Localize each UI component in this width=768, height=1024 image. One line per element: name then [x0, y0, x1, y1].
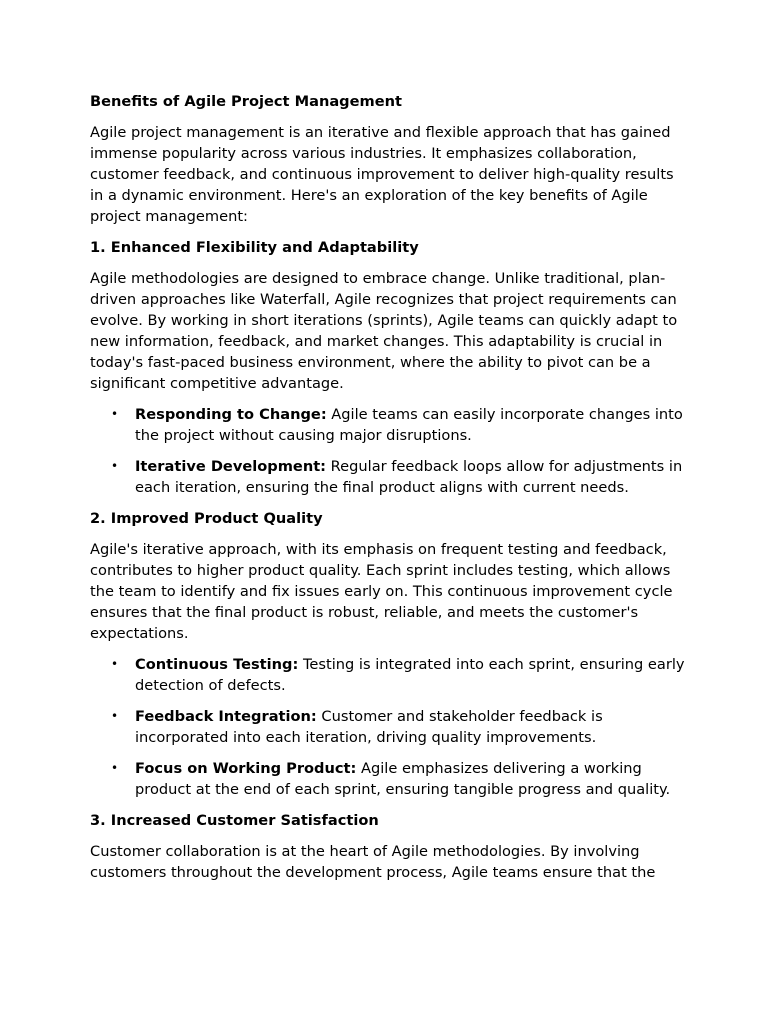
bullet-text: Agile emphasizes delivering a working product at the end of each sprint, ensuring tangible progress and quality. [135, 760, 671, 798]
bullet-text: Regular feedback loops allow for adjustments in each iteration, ensuring the final product aligns with current needs. [135, 458, 683, 496]
list-item [90, 404, 690, 446]
bullet-text: Agile teams can easily incorporate changes into the project without causing major disruptions. [135, 406, 683, 444]
document-title: Benefits of Agile Project Management [90, 93, 402, 110]
bullet-term: Responding to Change: [135, 406, 327, 423]
bullet-term: Feedback Integration: [135, 708, 317, 725]
bullet-list-flexibility [90, 404, 690, 498]
list-item [90, 706, 690, 748]
document-page [90, 91, 690, 893]
bullet-term: Iterative Development: [135, 458, 327, 475]
bullet-text: Testing is integrated into each sprint, ensuring early detection of defects. [135, 656, 685, 694]
section-heading-quality: 2. Improved Product Quality [90, 510, 323, 527]
bullet-list-quality [90, 654, 690, 800]
bullet-term: Focus on Working Product: [135, 760, 357, 777]
list-item [90, 456, 690, 498]
intro-paragraph: Agile project management is an iterative and flexible approach that has gained immense popularity across various industries. It emphasizes collaboration, customer feedback, and continuous improvement to deliver high-quality results in a dynamic environment. Here's an exploration of the key benefits of Agile project management: [90, 124, 674, 225]
section-body-flexibility: Agile methodologies are designed to embrace change. Unlike traditional, plan-driven approaches like Waterfall, Agile recognizes that project requirements can evolve. By working in short iterations (sprints), Agile teams can quickly adapt to new information, feedback, and market changes. This adaptability is crucial in today's fast-paced business environment, where the ability to pivot can be a significant competitive advantage. [90, 270, 678, 392]
bullet-term: Continuous Testing: [135, 656, 299, 673]
list-item [90, 654, 690, 696]
bullet-text: Customer and stakeholder feedback is incorporated into each iteration, driving quality improvements. [135, 708, 603, 746]
section-heading-flexibility: 1. Enhanced Flexibility and Adaptability [90, 239, 419, 256]
list-item [90, 758, 690, 800]
section-body-satisfaction: Customer collaboration is at the heart of Agile methodologies. By involving customers throughout the development process, Agile teams ensure that the [90, 843, 656, 881]
section-body-quality: Agile's iterative approach, with its emphasis on frequent testing and feedback, contributes to higher product quality. Each sprint includes testing, which allows the team to identify and fix issues early on. This continuous improvement cycle ensures that the final product is robust, reliable, and meets the customer's expectations. [90, 541, 673, 642]
section-heading-satisfaction: 3. Increased Customer Satisfaction [90, 812, 379, 829]
